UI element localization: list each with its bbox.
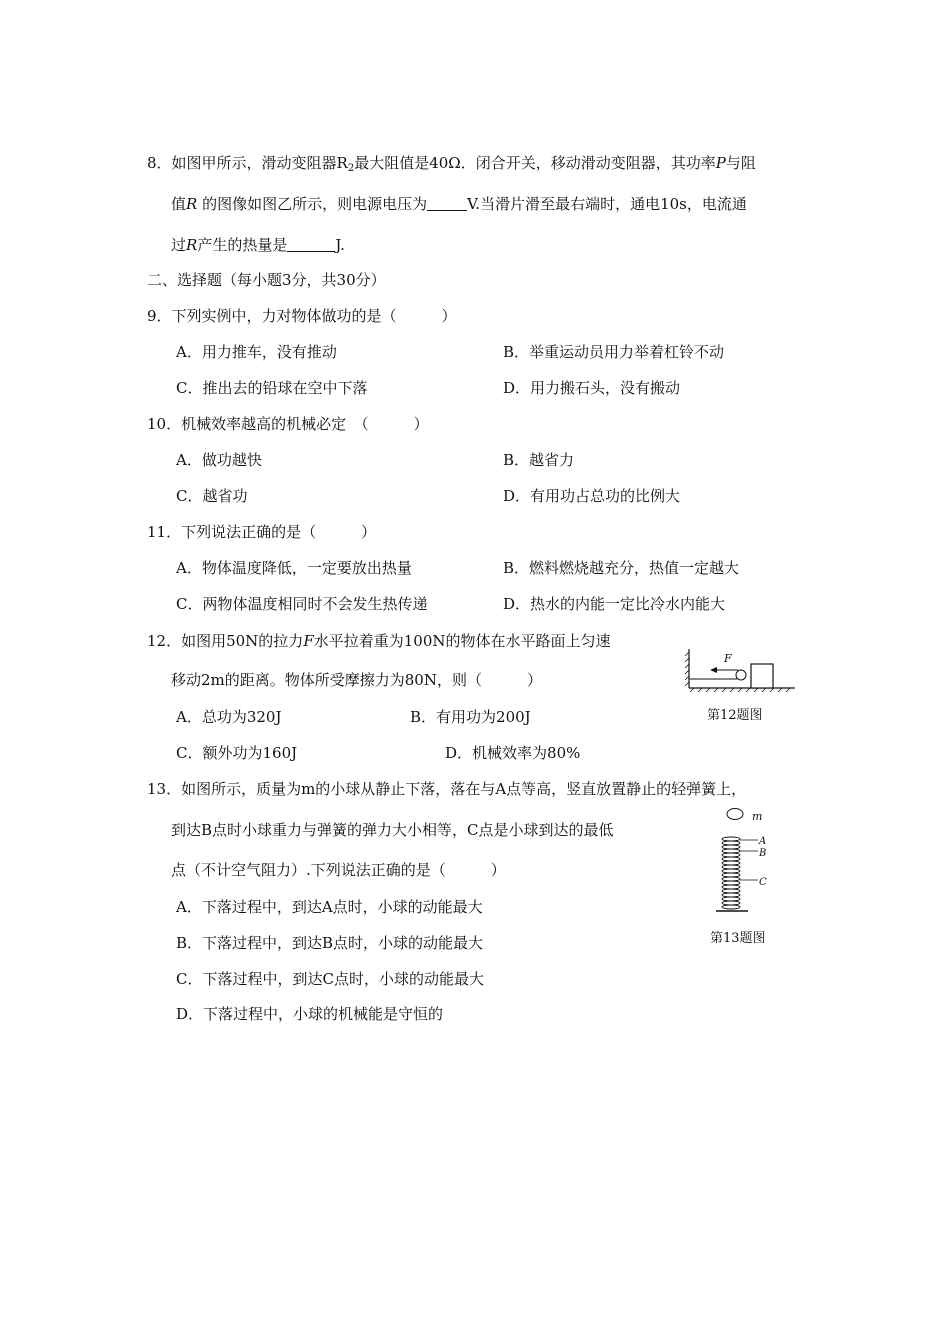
q9-option-b[interactable]: B．举重运动员用力举着杠铃不动 [503, 343, 725, 361]
q13-line2: 到达B点时小球重力与弹簧的弹力大小相等，C点是小球到达的最低 [171, 821, 614, 839]
q13-label-a: A [759, 836, 767, 847]
q10-option-b[interactable]: B．越省力 [503, 451, 575, 469]
q12-label-f: F [724, 652, 732, 665]
section-heading: 二、选择题（每小题3分，共30分） [147, 271, 386, 289]
q11-option-c[interactable]: C．两物体温度相同时不会发生热传递 [176, 595, 428, 613]
q12-force-arrow [710, 667, 738, 673]
q10-option-c[interactable]: C．越省功 [176, 487, 248, 505]
q8-text: 值 [171, 195, 187, 213]
q8-symbol-r: R [186, 195, 198, 213]
q8-text: 的图像如图乙所示，则电源电压为 [197, 195, 428, 213]
q12-ground [689, 688, 795, 692]
q12-text: 水平拉着重为100N的物体在水平路面上匀速 [313, 632, 611, 650]
q11-option-b[interactable]: B．燃料燃烧越充分，热值一定越大 [503, 559, 740, 577]
q8-text: 8．如图甲所示，滑动变阻器R [147, 154, 348, 172]
q12-symbol-f: F [303, 632, 314, 650]
q10-option-d[interactable]: D．有用功占总功的比例大 [503, 487, 681, 505]
q12-text: 12．如图用50N的拉力 [147, 632, 304, 650]
q12-caption: 第12题图 [707, 708, 763, 723]
q12-option-c[interactable]: C．额外功为160J [176, 744, 298, 762]
q9-option-c[interactable]: C．推出去的铅球在空中下落 [176, 379, 368, 397]
q8-text: 过 [171, 236, 187, 254]
q8-text: J. [335, 236, 345, 254]
q12-wall [685, 649, 689, 688]
q13-option-c[interactable]: C．下落过程中，到达C点时，小球的动能最大 [176, 970, 484, 988]
q8-text: 与阻 [725, 154, 756, 172]
q10-stem: 10．机械效率越高的机械必定 （ ） [147, 415, 429, 433]
q12-option-d[interactable]: D．机械效率为80% [445, 744, 581, 762]
q13-caption: 第13题图 [710, 931, 766, 946]
q9-option-d[interactable]: D．用力搬石头，没有搬动 [503, 379, 681, 397]
q11-option-a[interactable]: A．物体温度降低，一定要放出热量 [176, 559, 412, 577]
q12-line2: 移动2m的距离。物体所受摩擦力为80N，则（ ） [171, 671, 542, 689]
q8-text: 最大阻值是40Ω．闭合开关，移动滑动变阻器，其功率 [354, 154, 716, 172]
q13-line1: 13．如图所示，质量为m的小球从静止下落，落在与A点等高，竖直放置静止的轻弹簧上， [147, 780, 747, 798]
q13-line3: 点（不计空气阻力）.下列说法正确的是（ ） [171, 861, 506, 879]
q8-symbol-p: P [715, 154, 726, 172]
q9-option-a[interactable]: A．用力推车，没有推动 [176, 343, 337, 361]
q8-text: 产生的热量是 [197, 236, 288, 254]
q8-subscript: 2 [347, 163, 355, 174]
q11-option-d[interactable]: D．热水的内能一定比冷水内能大 [503, 595, 726, 613]
q11-stem: 11．下列说法正确的是（ ） [147, 523, 377, 541]
q10-option-a[interactable]: A．做功越快 [176, 451, 262, 469]
q13-label-m: m [752, 810, 763, 823]
q13-ball [727, 809, 743, 820]
q12-option-a[interactable]: A．总功为320J [176, 708, 282, 726]
q13-label-b: B [759, 848, 767, 859]
q13-label-c: C [759, 877, 767, 888]
q9-stem: 9．下列实例中，力对物体做功的是（ ） [147, 307, 457, 325]
q12-pulley [736, 670, 746, 680]
q13-option-a[interactable]: A．下落过程中，到达A点时，小球的动能最大 [176, 898, 483, 916]
q8-text: V.当滑片滑至最右端时，通电10s，电流通 [467, 195, 747, 213]
q13-spring [722, 837, 740, 909]
q12-option-b[interactable]: B．有用功为200J [410, 708, 531, 726]
q13-option-b[interactable]: B．下落过程中，到达B点时，小球的动能最大 [176, 934, 484, 952]
q13-option-d[interactable]: D．下落过程中，小球的机械能是守恒的 [176, 1005, 444, 1023]
q12-block [751, 664, 773, 688]
q8-symbol-r: R [186, 236, 198, 254]
